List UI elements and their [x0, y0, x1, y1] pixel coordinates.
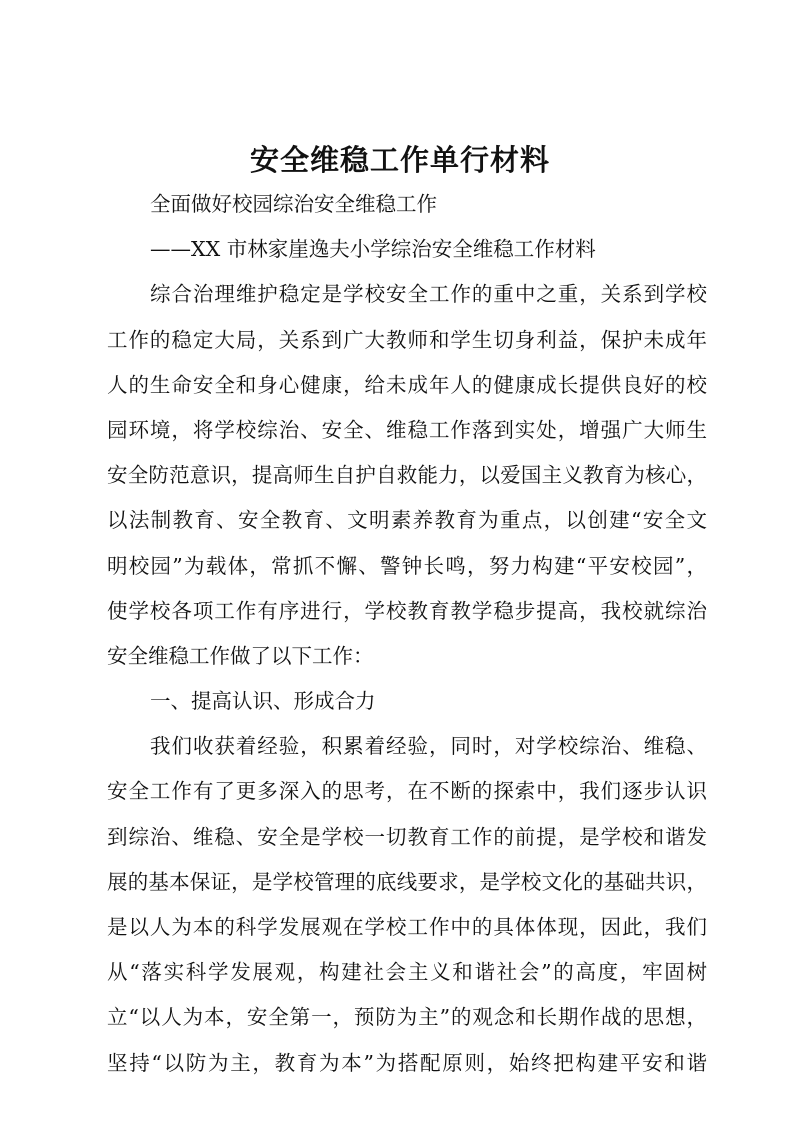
- paragraph-line: 立“以人为本，安全第一，预防为主”的观念和长期作战的思想，: [107, 1005, 707, 1030]
- paragraph-line: 到综治、维稳、安全是学校一切教育工作的前提，是学校和谐发: [107, 824, 707, 849]
- subtitle: 全面做好校园综治安全维稳工作: [150, 192, 437, 216]
- paragraph-line: 综合治理维护稳定是学校安全工作的重中之重，关系到学校: [150, 282, 707, 307]
- paragraph-line: 坚持“以防为主，教育为本”为搭配原则，始终把构建平安和谐: [107, 1050, 707, 1075]
- paragraph-line: 展的基本保证，是学校管理的底线要求，是学校文化的基础共识，: [107, 869, 707, 894]
- paragraph-line: 我们收获着经验，积累着经验，同时，对学校综治、维稳、: [150, 734, 707, 759]
- paragraph-line: 是以人为本的科学发展观在学校工作中的具体体现，因此，我们: [107, 915, 707, 939]
- paragraph-line: 安全工作有了更多深入的思考，在不断的探索中，我们逐步认识: [107, 779, 707, 804]
- document-title: 安全维稳工作单行材料: [249, 143, 550, 177]
- paragraph-line: 工作的稳定大局，关系到广大教师和学生切身利益，保护未成年: [107, 327, 707, 352]
- paragraph-line: 安全维稳工作做了以下工作：: [107, 643, 374, 668]
- paragraph-line: 安全防范意识，提高师生自护自救能力，以爱国主义教育为核心，: [107, 463, 707, 488]
- paragraph-line: 明校园”为载体，常抓不懈、警钟长鸣，努力构建“平安校园”，: [107, 553, 707, 578]
- section-heading: 一、提高认识、形成合力: [150, 689, 376, 714]
- paragraph-line: 园环境，将学校综治、安全、维稳工作落到实处，增强广大师生: [107, 417, 707, 442]
- paragraph-line: 从“落实科学发展观，构建社会主义和谐社会”的高度，牢固树: [107, 960, 707, 985]
- document-body: [107, 182, 707, 1086]
- byline: ——XX 市林家崖逸夫小学综治安全维稳工作材料: [150, 237, 596, 262]
- paragraph-line: 以法制教育、安全教育、文明素养教育为重点，以创建“安全文: [107, 508, 707, 533]
- paragraph-line: 人的生命安全和身心健康，给未成年人的健康成长提供良好的校: [107, 372, 707, 397]
- paragraph-line: 使学校各项工作有序进行，学校教育教学稳步提高，我校就综治: [107, 598, 707, 623]
